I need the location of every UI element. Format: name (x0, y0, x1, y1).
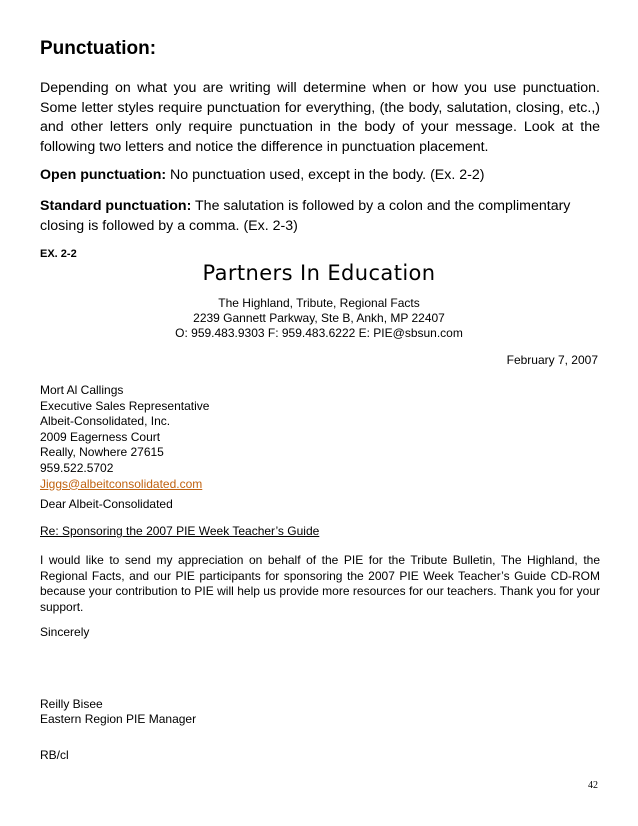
open-punctuation-paragraph (40, 166, 600, 186)
section-heading: Punctuation: (40, 38, 157, 59)
signer-name: Reilly Bisee (40, 697, 103, 711)
open-punctuation-text: No punctuation used, except in the body. (Ex. 2-2) (166, 167, 485, 183)
recipient-address-block (40, 383, 209, 492)
salutation: Dear Albeit-Consolidated (40, 497, 173, 511)
letterhead-line-1: The Highland, Tribute, Regional Facts (218, 296, 420, 310)
recipient-company: Albeit-Consolidated, Inc. (40, 414, 171, 429)
recipient-title: Executive Sales Representative (40, 398, 210, 413)
letterhead-org-name: Partners In Education (202, 261, 436, 285)
recipient-street: 2009 Eagerness Court (40, 429, 161, 444)
intro-paragraph: Depending on what you are writing will determine when or how you use punctuation. Some letter styles require punctuation for everything, (the body, salutation, closing, etc.,) and other letters only require punctuation in the body of your message. Look at the following two letters and notice the difference in punctuation placement. (40, 80, 600, 155)
standard-punctuation-text: The salutation is followed by a colon and the complimentary closing is followed by a comma. (Ex. 2-3) (40, 198, 571, 234)
closing: Sincerely (40, 625, 90, 639)
recipient-name: Mort Al Callings (40, 383, 124, 397)
subject-line: Re: Sponsoring the 2007 PIE Week Teacher’s Guide (40, 524, 320, 538)
open-punctuation-label: Open punctuation: (40, 167, 167, 183)
standard-punctuation-label: Standard punctuation: (40, 198, 192, 214)
recipient-city: Really, Nowhere 27615 (40, 445, 164, 460)
initials: RB/cl (40, 748, 69, 762)
letter-body: I would like to send my appreciation on behalf of the PIE for the Tribute Bulletin, The Highland, the Regional Facts, and our PIE participants for sponsoring the 2007 PIE Week Teacher’s Guide CD-ROM because your contribution to PIE will help us provide more resources for our teachers. Thank you for your support. (40, 553, 600, 614)
letterhead-line-2: 2239 Gannett Parkway, Ste B, Ankh, MP 22407 (193, 311, 445, 325)
example-label: EX. 2-2 (40, 248, 77, 260)
standard-punctuation-paragraph (40, 197, 600, 236)
signer-title: Eastern Region PIE Manager (40, 712, 197, 726)
letterhead-line-3: O: 959.483.9303 F: 959.483.6222 E: PIE@sbsun.com (175, 326, 463, 340)
page-number: 42 (588, 780, 598, 791)
recipient-email-link[interactable]: Jiggs@albeitconsolidated.com (40, 476, 203, 491)
letter-date: February 7, 2007 (506, 353, 598, 367)
recipient-phone: 959.522.5702 (40, 460, 114, 475)
